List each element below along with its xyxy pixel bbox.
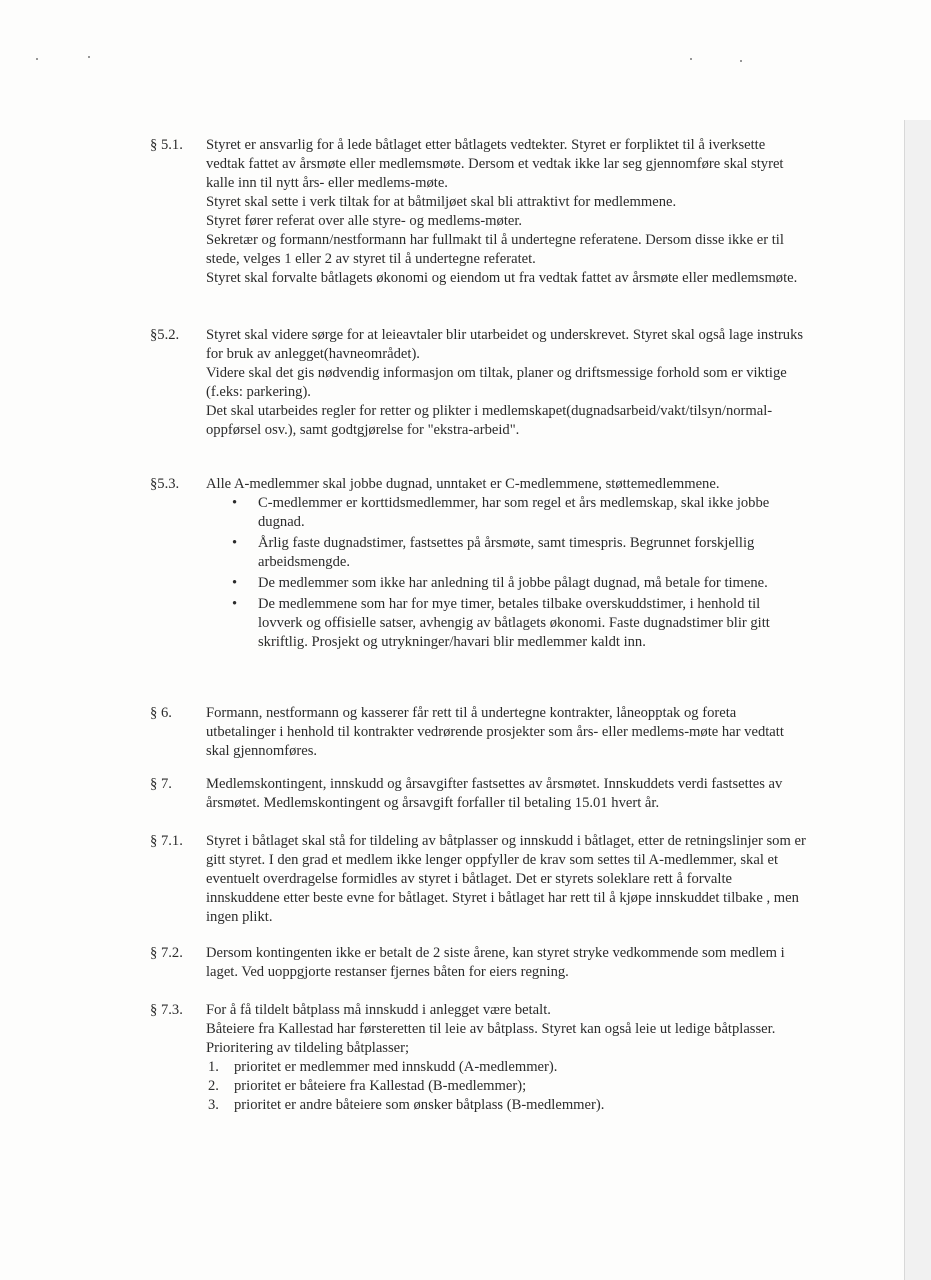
section-number: §5.2.: [150, 327, 180, 343]
priority-item: [206, 1077, 806, 1096]
paragraph: Videre skal det gis nødvendig informasjon om tiltak, planer og driftsmessige forhold som er viktige (f.eks: parkering).: [206, 365, 787, 400]
paragraph: Styret er ansvarlig for å lede båtlaget etter båtlagets vedtekter. Styret er forpliktet til å iverksette vedtak fattet av årsmøte eller medlemsmøte. Dersom et vedtak ikke lar seg gjennomføre skal styret kalle inn til nytt års- eller medlems-møte.: [206, 137, 784, 191]
section-body: [206, 475, 806, 654]
paragraph: Styret i båtlaget skal stå for tildeling av båtplasser og innskudd i båtlaget, etter de retningslinjer som er gitt styret. I den grad et medlem ikke lenger oppfyller de krav som settes til A-medlemmer, skal et eventuelt overdragelse formidles av styret i båtlaget. Det er styrets soleklare rett å forvalte innskuddene etter beste evne for båtlaget. Styret i båtlaget har rett til å kjøpe innskuddet tilbake , men ingen plikt.: [206, 833, 806, 925]
paragraph: Styret fører referat over alle styre- og medlems-møter.: [206, 213, 523, 229]
section-body: [206, 136, 806, 288]
section-number: § 7.: [150, 776, 172, 792]
paragraph: Styret skal sette i verk tiltak for at båtmiljøet skal bli attraktivt for medlemmene.: [206, 194, 677, 210]
section-body: [206, 1001, 806, 1115]
paragraph: Styret skal videre sørge for at leieavtaler blir utarbeidet og underskrevet. Styret skal også lage instruks for bruk av anlegget(havneområdet).: [206, 327, 804, 362]
section-body: [206, 775, 806, 813]
paragraph: Dersom kontingenten ikke er betalt de 2 siste årene, kan styret stryke vedkommende som medlem i laget. Ved uoppgjorte restanser fjernes båten for eiers regning.: [206, 945, 785, 980]
paragraph: Medlemskontingent, innskudd og årsavgifter fastsettes av årsmøtet. Innskuddets verdi fastsettes av årsmøtet. Medlemskontingent og årsavgift forfaller til betaling 15.01 hvert år.: [206, 776, 783, 811]
section-number: §5.3.: [150, 476, 180, 492]
bullet-item: • De medlemmer som ikke har anledning til å jobbe pålagt dugnad, må betale for timene.: [206, 574, 806, 593]
scan-edge: [904, 120, 931, 1280]
section-number: § 7.1.: [150, 833, 183, 849]
bullet-list: [206, 494, 806, 652]
paragraph: Alle A-medlemmer skal jobbe dugnad, unntaket er C-medlemmene, støttemedlemmene.: [206, 476, 720, 492]
priority-number: 1.: [208, 1059, 219, 1075]
bullet-item: • Årlig faste dugnadstimer, fastsettes på årsmøte, samt timespris. Begrunnet forskjellig arbeidsmengde.: [206, 534, 806, 572]
priority-item: [206, 1096, 806, 1115]
section-number: § 7.2.: [150, 945, 183, 961]
section-body: [206, 704, 806, 761]
paragraph: Sekretær og formann/nestformann har fullmakt til å undertegne referatene. Dersom disse ikke er til stede, velges 1 eller 2 av styret til å undertegne referatet.: [206, 232, 784, 267]
section-body: [206, 832, 806, 927]
bullet-item: • De medlemmene som har for mye timer, betales tilbake overskuddstimer, i henhold til lovverk og offisielle satser, avhengig av båtlagets økonomi. Faste dugnadstimer blir gitt skriftlig. Prosjekt og utrykninger/havari blir medlemmer kaldt inn.: [206, 595, 806, 652]
paragraph: For å få tildelt båtplass må innskudd i anlegget være betalt.: [206, 1002, 551, 1018]
paragraph: Styret skal forvalte båtlagets økonomi og eiendom ut fra vedtak fattet av årsmøte eller medlemsmøte.: [206, 270, 798, 286]
section-body: [206, 944, 806, 982]
priority-text: prioritet er andre båteiere som ønsker båtplass (B-medlemmer).: [234, 1097, 605, 1113]
scan-speck: [740, 60, 742, 62]
priority-list: [206, 1058, 806, 1115]
scan-speck: [88, 56, 90, 58]
paragraph: Båteiere fra Kallestad har førsteretten til leie av båtplass. Styret kan også leie ut ledige båtplasser.: [206, 1021, 776, 1037]
priority-text: prioritet er medlemmer med innskudd (A-medlemmer).: [234, 1059, 558, 1075]
priority-text: prioritet er båteiere fra Kallestad (B-medlemmer);: [234, 1078, 527, 1094]
scan-speck: [36, 58, 38, 60]
priority-item: [206, 1058, 806, 1077]
paragraph: Prioritering av tildeling båtplasser;: [206, 1040, 410, 1056]
bullet-item: • C-medlemmer er korttidsmedlemmer, har som regel et års medlemskap, skal ikke jobbe dugnad.: [206, 494, 806, 532]
priority-number: 3.: [208, 1097, 219, 1113]
section-body: [206, 326, 806, 440]
paragraph: Formann, nestformann og kasserer får rett til å undertegne kontrakter, låneopptak og foreta utbetalinger i henhold til kontrakter vedrørende prosjekter som års- eller medlems-møte har vedtatt skal gjennomføres.: [206, 705, 784, 759]
priority-number: 2.: [208, 1078, 219, 1094]
section-number: § 6.: [150, 705, 172, 721]
scan-speck: [690, 58, 692, 60]
section-number: § 7.3.: [150, 1002, 183, 1018]
section-number: § 5.1.: [150, 137, 183, 153]
paragraph: Det skal utarbeides regler for retter og plikter i medlemskapet(dugnadsarbeid/vakt/tilsyn/normal-oppførsel osv.), samt godtgjørelse for "ekstra-arbeid".: [206, 403, 773, 438]
